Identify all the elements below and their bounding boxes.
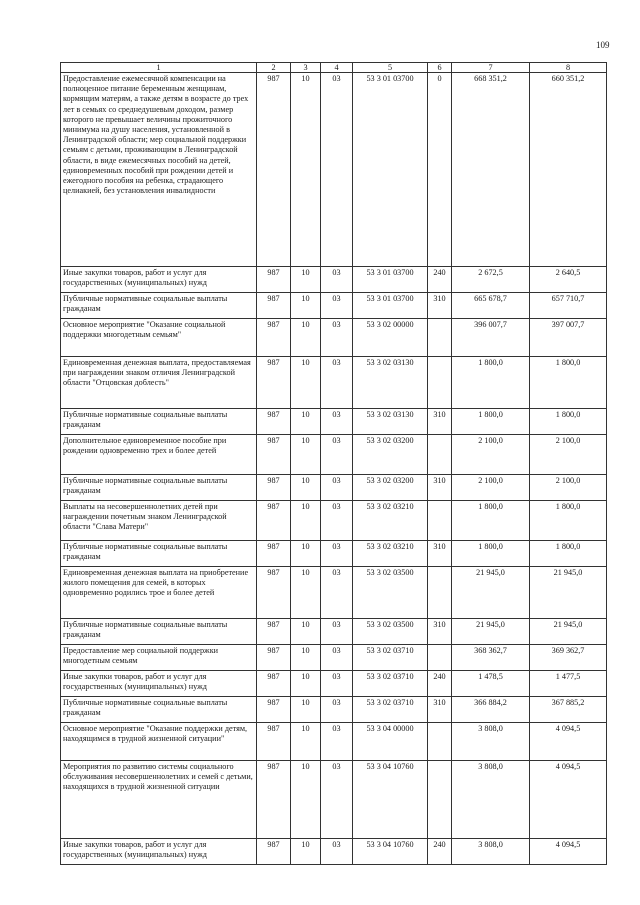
row-name-cell: Иные закупки товаров, работ и услуг для государственных (муниципальных) нужд <box>61 839 257 865</box>
subsection-cell: 03 <box>321 645 353 671</box>
table-row <box>61 73 607 267</box>
amount-year1-cell: 1 800,0 <box>452 357 530 409</box>
budget-table <box>60 62 607 865</box>
amount-year1-cell: 1 800,0 <box>452 541 530 567</box>
header-cell: 4 <box>321 63 353 73</box>
table-row <box>61 839 607 865</box>
table-header-row <box>61 63 607 73</box>
table-row <box>61 541 607 567</box>
amount-year2-cell: 4 094,5 <box>530 839 607 865</box>
target-article-cell: 53 3 02 03710 <box>353 645 428 671</box>
expense-type-cell: 310 <box>428 697 452 723</box>
admin-code-cell: 987 <box>257 723 291 761</box>
subsection-cell: 03 <box>321 435 353 475</box>
subsection-cell: 03 <box>321 475 353 501</box>
admin-code-cell: 987 <box>257 435 291 475</box>
target-article-cell: 53 3 01 03700 <box>353 267 428 293</box>
amount-year1-cell: 3 808,0 <box>452 723 530 761</box>
table-row <box>61 761 607 839</box>
row-name-cell: Выплаты на несовершеннолетних детей при награждении почетным знаком Ленинградской области "Слава Матери" <box>61 501 257 541</box>
section-cell: 10 <box>291 501 321 541</box>
amount-year2-cell: 397 007,7 <box>530 319 607 357</box>
expense-type-cell <box>428 319 452 357</box>
amount-year1-cell: 2 100,0 <box>452 475 530 501</box>
admin-code-cell: 987 <box>257 839 291 865</box>
row-name-cell: Публичные нормативные социальные выплаты гражданам <box>61 409 257 435</box>
expense-type-cell <box>428 761 452 839</box>
target-article-cell: 53 3 02 03200 <box>353 435 428 475</box>
admin-code-cell: 987 <box>257 541 291 567</box>
admin-code-cell: 987 <box>257 671 291 697</box>
header-cell: 8 <box>530 63 607 73</box>
amount-year2-cell: 4 094,5 <box>530 723 607 761</box>
expense-type-cell: 310 <box>428 619 452 645</box>
target-article-cell: 53 3 04 10760 <box>353 839 428 865</box>
target-article-cell: 53 3 01 03700 <box>353 293 428 319</box>
section-cell: 10 <box>291 619 321 645</box>
expense-type-cell <box>428 645 452 671</box>
admin-code-cell: 987 <box>257 267 291 293</box>
row-name-cell: Дополнительное единовременное пособие при рождении одновременно трех и более детей <box>61 435 257 475</box>
admin-code-cell: 987 <box>257 409 291 435</box>
amount-year2-cell: 1 477,5 <box>530 671 607 697</box>
row-name-cell: Мероприятия по развитию системы социального обслуживания несовершеннолетних и семей с детьми, находящихся в трудной жизненной ситуации <box>61 761 257 839</box>
target-article-cell: 53 3 02 03500 <box>353 567 428 619</box>
amount-year1-cell: 2 672,5 <box>452 267 530 293</box>
section-cell: 10 <box>291 435 321 475</box>
expense-type-cell <box>428 435 452 475</box>
table-row <box>61 645 607 671</box>
row-name-cell: Основное мероприятие "Оказание поддержки детям, находящимся в трудной жизненной ситуации" <box>61 723 257 761</box>
section-cell: 10 <box>291 761 321 839</box>
subsection-cell: 03 <box>321 267 353 293</box>
amount-year1-cell: 396 007,7 <box>452 319 530 357</box>
header-cell: 2 <box>257 63 291 73</box>
admin-code-cell: 987 <box>257 73 291 267</box>
expense-type-cell <box>428 723 452 761</box>
table-row <box>61 723 607 761</box>
expense-type-cell: 240 <box>428 267 452 293</box>
header-cell: 7 <box>452 63 530 73</box>
section-cell: 10 <box>291 357 321 409</box>
subsection-cell: 03 <box>321 723 353 761</box>
amount-year2-cell: 1 800,0 <box>530 541 607 567</box>
row-name-cell: Публичные нормативные социальные выплаты гражданам <box>61 697 257 723</box>
row-name-cell: Иные закупки товаров, работ и услуг для государственных (муниципальных) нужд <box>61 671 257 697</box>
section-cell: 10 <box>291 697 321 723</box>
subsection-cell: 03 <box>321 357 353 409</box>
row-name-cell: Единовременная денежная выплата, предоставляемая при награждении знаком отличия Ленинградской области "Отцовская доблесть" <box>61 357 257 409</box>
target-article-cell: 53 3 02 03200 <box>353 475 428 501</box>
amount-year1-cell: 21 945,0 <box>452 619 530 645</box>
table-row <box>61 267 607 293</box>
admin-code-cell: 987 <box>257 697 291 723</box>
admin-code-cell: 987 <box>257 761 291 839</box>
expense-type-cell <box>428 501 452 541</box>
target-article-cell: 53 3 01 03700 <box>353 73 428 267</box>
expense-type-cell <box>428 357 452 409</box>
subsection-cell: 03 <box>321 73 353 267</box>
target-article-cell: 53 3 02 03710 <box>353 671 428 697</box>
amount-year2-cell: 1 800,0 <box>530 409 607 435</box>
amount-year2-cell: 660 351,2 <box>530 73 607 267</box>
row-name-cell: Предоставление ежемесячной компенсации на полноценное питание беременным женщинам, кормящим матерям, а также детям в возрасте до трех лет в семьях со среднедушевым доходом, размер которого не превышает величины прожиточного минимума на душу населения, установленной в Ленинградской области; мер социальной поддержки семьям с детьми, проживающим в Ленинградской области, в виде ежемесячных пособий на детей, единовременных пособий при рождении детей и ежегодного пособия на ребенка, страдающего целиакией, без установления инвалидности <box>61 73 257 267</box>
amount-year2-cell: 21 945,0 <box>530 619 607 645</box>
table-row <box>61 357 607 409</box>
page-number: 109 <box>596 40 610 50</box>
admin-code-cell: 987 <box>257 619 291 645</box>
section-cell: 10 <box>291 541 321 567</box>
row-name-cell: Публичные нормативные социальные выплаты гражданам <box>61 619 257 645</box>
admin-code-cell: 987 <box>257 567 291 619</box>
subsection-cell: 03 <box>321 671 353 697</box>
amount-year1-cell: 665 678,7 <box>452 293 530 319</box>
subsection-cell: 03 <box>321 567 353 619</box>
table-row <box>61 501 607 541</box>
expense-type-cell: 310 <box>428 475 452 501</box>
amount-year1-cell: 668 351,2 <box>452 73 530 267</box>
amount-year1-cell: 1 800,0 <box>452 409 530 435</box>
subsection-cell: 03 <box>321 839 353 865</box>
section-cell: 10 <box>291 73 321 267</box>
amount-year2-cell: 21 945,0 <box>530 567 607 619</box>
table-row <box>61 293 607 319</box>
amount-year1-cell: 366 884,2 <box>452 697 530 723</box>
target-article-cell: 53 3 02 03130 <box>353 357 428 409</box>
amount-year2-cell: 1 800,0 <box>530 501 607 541</box>
table-body <box>61 73 607 865</box>
table-row <box>61 319 607 357</box>
expense-type-cell: 0 <box>428 73 452 267</box>
row-name-cell: Иные закупки товаров, работ и услуг для государственных (муниципальных) нужд <box>61 267 257 293</box>
target-article-cell: 53 3 04 00000 <box>353 723 428 761</box>
target-article-cell: 53 3 02 03130 <box>353 409 428 435</box>
admin-code-cell: 987 <box>257 357 291 409</box>
expense-type-cell: 310 <box>428 409 452 435</box>
section-cell: 10 <box>291 671 321 697</box>
subsection-cell: 03 <box>321 319 353 357</box>
section-cell: 10 <box>291 267 321 293</box>
amount-year1-cell: 3 808,0 <box>452 761 530 839</box>
row-name-cell: Публичные нормативные социальные выплаты гражданам <box>61 541 257 567</box>
expense-type-cell <box>428 567 452 619</box>
section-cell: 10 <box>291 475 321 501</box>
amount-year1-cell: 2 100,0 <box>452 435 530 475</box>
section-cell: 10 <box>291 319 321 357</box>
row-name-cell: Основное мероприятие "Оказание социальной поддержки многодетным семьям" <box>61 319 257 357</box>
subsection-cell: 03 <box>321 619 353 645</box>
amount-year1-cell: 3 808,0 <box>452 839 530 865</box>
subsection-cell: 03 <box>321 293 353 319</box>
amount-year1-cell: 368 362,7 <box>452 645 530 671</box>
target-article-cell: 53 3 02 03710 <box>353 697 428 723</box>
subsection-cell: 03 <box>321 761 353 839</box>
admin-code-cell: 987 <box>257 293 291 319</box>
subsection-cell: 03 <box>321 501 353 541</box>
admin-code-cell: 987 <box>257 501 291 541</box>
subsection-cell: 03 <box>321 697 353 723</box>
row-name-cell: Единовременная денежная выплата на приобретение жилого помещения для семей, в которых одновременно родились трое и более детей <box>61 567 257 619</box>
header-cell: 3 <box>291 63 321 73</box>
expense-type-cell: 240 <box>428 671 452 697</box>
row-name-cell: Публичные нормативные социальные выплаты гражданам <box>61 293 257 319</box>
amount-year2-cell: 2 100,0 <box>530 475 607 501</box>
section-cell: 10 <box>291 567 321 619</box>
subsection-cell: 03 <box>321 409 353 435</box>
admin-code-cell: 987 <box>257 319 291 357</box>
target-article-cell: 53 3 02 03500 <box>353 619 428 645</box>
target-article-cell: 53 3 02 03210 <box>353 541 428 567</box>
amount-year2-cell: 369 362,7 <box>530 645 607 671</box>
table-row <box>61 409 607 435</box>
table-row <box>61 671 607 697</box>
amount-year1-cell: 21 945,0 <box>452 567 530 619</box>
target-article-cell: 53 3 02 03210 <box>353 501 428 541</box>
section-cell: 10 <box>291 839 321 865</box>
row-name-cell: Предоставление мер социальной поддержки многодетным семьям <box>61 645 257 671</box>
expense-type-cell: 310 <box>428 541 452 567</box>
amount-year2-cell: 367 885,2 <box>530 697 607 723</box>
row-name-cell: Публичные нормативные социальные выплаты гражданам <box>61 475 257 501</box>
admin-code-cell: 987 <box>257 645 291 671</box>
header-cell: 5 <box>353 63 428 73</box>
table-row <box>61 435 607 475</box>
amount-year2-cell: 2 640,5 <box>530 267 607 293</box>
target-article-cell: 53 3 04 10760 <box>353 761 428 839</box>
subsection-cell: 03 <box>321 541 353 567</box>
admin-code-cell: 987 <box>257 475 291 501</box>
amount-year2-cell: 657 710,7 <box>530 293 607 319</box>
amount-year2-cell: 2 100,0 <box>530 435 607 475</box>
amount-year2-cell: 4 094,5 <box>530 761 607 839</box>
table-row <box>61 619 607 645</box>
table-row <box>61 567 607 619</box>
section-cell: 10 <box>291 645 321 671</box>
section-cell: 10 <box>291 409 321 435</box>
section-cell: 10 <box>291 723 321 761</box>
expense-type-cell: 240 <box>428 839 452 865</box>
expense-type-cell: 310 <box>428 293 452 319</box>
amount-year2-cell: 1 800,0 <box>530 357 607 409</box>
amount-year1-cell: 1 478,5 <box>452 671 530 697</box>
header-cell: 1 <box>61 63 257 73</box>
amount-year1-cell: 1 800,0 <box>452 501 530 541</box>
header-cell: 6 <box>428 63 452 73</box>
section-cell: 10 <box>291 293 321 319</box>
target-article-cell: 53 3 02 00000 <box>353 319 428 357</box>
table-row <box>61 697 607 723</box>
table-row <box>61 475 607 501</box>
